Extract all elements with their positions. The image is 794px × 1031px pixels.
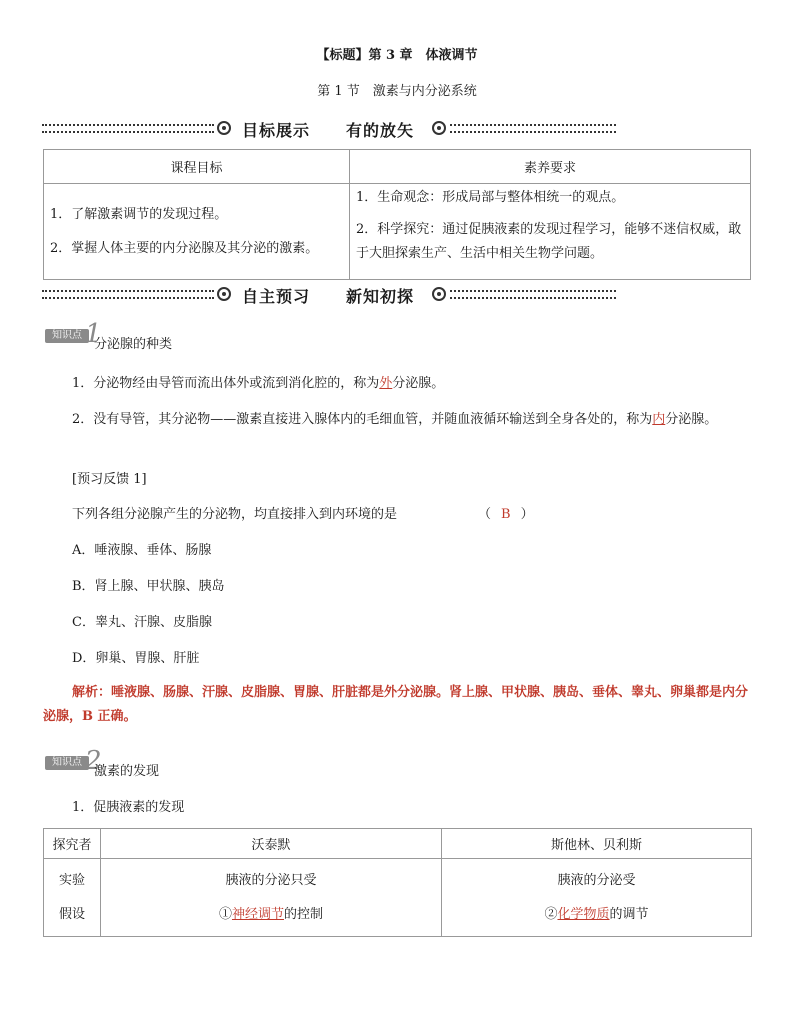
circle-dot-icon	[432, 287, 446, 301]
circle-dot-icon	[217, 287, 231, 301]
literacy-goal-2: 2．科学探究：通过促胰液素的发现过程学习，能够不迷信权威，敢于大胆探索生产、生活中相关生物学问题。	[356, 222, 742, 261]
banner-goals	[42, 118, 616, 140]
feedback-question: 下列各组分泌腺产生的分泌物，均直接排入到内环境的是	[72, 507, 398, 522]
kp1-title: 分泌腺的种类	[94, 337, 173, 352]
banner-right-text: 有的放矢	[346, 121, 415, 140]
answer-blank: 化学物质	[557, 906, 610, 922]
chapter-title: 【标题】第 3 章 体液调节	[316, 48, 478, 63]
option-d: D．卵巢、胃腺、肝脏	[72, 651, 200, 666]
header-bayliss-2: 斯他林、贝利斯	[442, 829, 752, 859]
kp1-paragraph-1: 1．分泌物经由导管而流出体外或流到消化腔的，称为外分泌腺。	[72, 376, 445, 391]
knowledge-point-badge-1: 知识点 1	[45, 325, 95, 347]
goals-header-literacy: 素养要求	[350, 150, 751, 184]
header-bayliss-1: 沃泰默	[101, 829, 442, 859]
hypothesis-cell-2: 胰液的分泌受 ②化学物质的调节	[442, 859, 752, 937]
option-a: A．唾液腺、垂体、肠腺	[72, 543, 212, 558]
answer-blank: 内	[652, 412, 666, 427]
goals-table	[43, 149, 751, 280]
feedback-label: [预习反馈 1]	[72, 472, 147, 487]
knowledge-point-badge-2: 知识点 2	[45, 752, 95, 774]
feedback-analysis: 解析：唾液腺、肠腺、汗腺、皮脂腺、胃腺、肝脏都是外分泌腺。肾上腺、甲状腺、胰岛、垂体、睾丸、卵巢都是内分泌腺，B 正确。	[43, 685, 749, 724]
circle-dot-icon	[432, 121, 446, 135]
course-goal-1: 1．了解激素调节的发现过程。	[50, 206, 228, 222]
circle-dot-icon	[217, 121, 231, 135]
literacy-goals-cell	[350, 184, 751, 280]
literacy-goal-1: 1．生命观念：形成局部与整体相统一的观点。	[356, 190, 625, 205]
banner-left-text: 自主预习	[242, 287, 311, 306]
course-goal-2: 2．掌握人体主要的内分泌腺及其分泌的激素。	[50, 240, 319, 256]
discovery-table	[43, 828, 752, 937]
option-b: B．肾上腺、甲状腺、胰岛	[72, 579, 225, 594]
feedback-answer: （ B ）	[478, 507, 534, 522]
banner-left-text: 目标展示	[242, 121, 311, 140]
header-researcher: 探究者	[44, 829, 101, 859]
answer-blank: 外	[379, 376, 393, 391]
option-c: C．睾丸、汗腺、皮脂腺	[72, 615, 212, 630]
section-title: 第 1 节 激素与内分泌系统	[317, 84, 477, 99]
goals-header-course: 课程目标	[44, 150, 350, 184]
kp1-paragraph-2: 2．没有导管，其分泌物——激素直接进入腺体内的毛细血管，并随血液循环输送到全身各处的，称为内分泌腺。	[72, 412, 718, 427]
kp2-title: 激素的发现	[94, 764, 160, 779]
row-label-hypothesis: 实验 假设	[44, 859, 101, 937]
banner-preview	[42, 284, 616, 306]
hypothesis-cell-1: 胰液的分泌只受 ①神经调节的控制	[101, 859, 442, 937]
course-goals-cell	[44, 184, 350, 280]
banner-right-text: 新知初探	[346, 287, 415, 306]
kp2-subtitle: 1．促胰液素的发现	[72, 800, 185, 815]
answer-blank: 神经调节	[231, 906, 284, 922]
